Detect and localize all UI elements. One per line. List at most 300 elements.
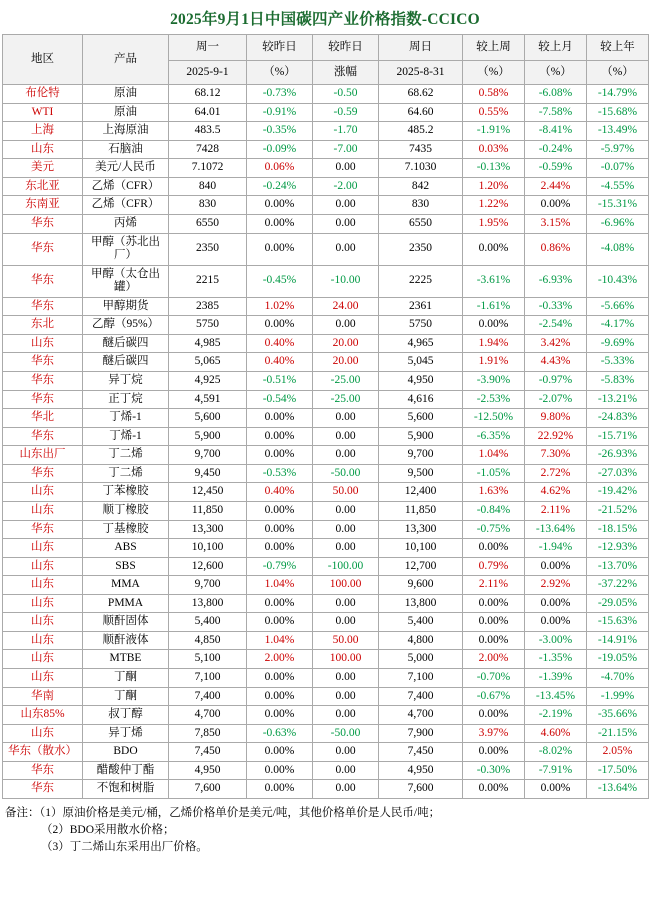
column-subheader-chg-year: （%） (587, 61, 649, 85)
table-row (3, 706, 649, 725)
cell-region: 华东 (3, 372, 83, 391)
notes-line-2: （2）BDO采用散水价格； (41, 824, 175, 837)
cell-chg-pct-day: 0.06% (247, 159, 313, 178)
cell-chg-week: 0.00% (463, 613, 525, 632)
cell-monday-price: 11,850 (169, 501, 247, 520)
cell-change-day: 0.00 (313, 501, 379, 520)
cell-chg-pct-day: 0.00% (247, 233, 313, 265)
cell-monday-price: 7,600 (169, 780, 247, 799)
cell-chg-week: 0.00% (463, 233, 525, 265)
cell-product: 丁二烯 (83, 464, 169, 483)
cell-sunday-price: 7,450 (379, 743, 463, 762)
cell-sunday-price: 5,400 (379, 613, 463, 632)
cell-sunday-price: 4,965 (379, 334, 463, 353)
cell-region: 华东（散水） (3, 743, 83, 762)
price-index-table (2, 34, 649, 799)
cell-chg-month: -2.07% (525, 390, 587, 409)
table-row (3, 576, 649, 595)
cell-chg-pct-day: -0.79% (247, 557, 313, 576)
cell-chg-month: 0.00% (525, 557, 587, 576)
cell-chg-pct-day: 0.40% (247, 353, 313, 372)
cell-region: 华东 (3, 353, 83, 372)
cell-chg-year: -6.96% (587, 214, 649, 233)
table-row (3, 631, 649, 650)
column-subheader-chg-day-pct: （%） (247, 61, 313, 85)
cell-chg-year: -12.93% (587, 539, 649, 558)
cell-product: 顺酐液体 (83, 631, 169, 650)
cell-sunday-price: 5,000 (379, 650, 463, 669)
cell-chg-year: -13.64% (587, 780, 649, 799)
cell-chg-year: -24.83% (587, 409, 649, 428)
cell-product: 丁二烯 (83, 446, 169, 465)
table-row (3, 334, 649, 353)
cell-chg-pct-day: -0.51% (247, 372, 313, 391)
cell-chg-pct-day: 1.04% (247, 576, 313, 595)
cell-region: 华南 (3, 687, 83, 706)
cell-chg-year: -4.08% (587, 233, 649, 265)
table-row (3, 613, 649, 632)
cell-chg-year: -13.70% (587, 557, 649, 576)
column-header-chg-day: 较昨日 (313, 35, 379, 61)
cell-chg-pct-day: 0.00% (247, 316, 313, 335)
cell-chg-week: 0.00% (463, 743, 525, 762)
cell-monday-price: 4,950 (169, 761, 247, 780)
table-row (3, 214, 649, 233)
cell-product: 美元/人民币 (83, 159, 169, 178)
cell-product: 顺酐固体 (83, 613, 169, 632)
cell-sunday-price: 4,800 (379, 631, 463, 650)
cell-chg-week: 0.00% (463, 594, 525, 613)
table-body (3, 85, 649, 799)
cell-chg-month: 4.43% (525, 353, 587, 372)
column-subheader-sunday-date: 2025-8-31 (379, 61, 463, 85)
cell-change-day: 0.00 (313, 214, 379, 233)
cell-chg-week: -0.70% (463, 669, 525, 688)
cell-chg-pct-day: -0.91% (247, 103, 313, 122)
cell-chg-pct-day: 0.00% (247, 594, 313, 613)
cell-change-day: 0.00 (313, 520, 379, 539)
cell-chg-month: 0.00% (525, 780, 587, 799)
cell-monday-price: 4,700 (169, 706, 247, 725)
cell-sunday-price: 7,400 (379, 687, 463, 706)
cell-monday-price: 9,700 (169, 576, 247, 595)
cell-region: 山东出厂 (3, 446, 83, 465)
cell-chg-pct-day: 2.00% (247, 650, 313, 669)
cell-sunday-price: 12,700 (379, 557, 463, 576)
cell-chg-month: -8.41% (525, 122, 587, 141)
table-row (3, 103, 649, 122)
cell-region: 华东 (3, 214, 83, 233)
cell-chg-month: 3.42% (525, 334, 587, 353)
cell-monday-price: 483.5 (169, 122, 247, 141)
cell-chg-month: -2.54% (525, 316, 587, 335)
cell-change-day: 100.00 (313, 650, 379, 669)
column-header-region: 地区 (3, 35, 83, 85)
cell-product: 丁苯橡胶 (83, 483, 169, 502)
cell-chg-month: 7.30% (525, 446, 587, 465)
cell-chg-year: -17.50% (587, 761, 649, 780)
cell-sunday-price: 5,600 (379, 409, 463, 428)
column-header-chg-month: 较上月 (525, 35, 587, 61)
cell-monday-price: 2385 (169, 297, 247, 316)
cell-monday-price: 64.01 (169, 103, 247, 122)
table-row (3, 409, 649, 428)
cell-sunday-price: 7,900 (379, 724, 463, 743)
cell-monday-price: 13,300 (169, 520, 247, 539)
cell-region: 山东 (3, 669, 83, 688)
table-row (3, 761, 649, 780)
cell-chg-month: -13.45% (525, 687, 587, 706)
cell-chg-pct-day: -0.54% (247, 390, 313, 409)
cell-chg-month: 0.00% (525, 594, 587, 613)
cell-chg-year: -14.91% (587, 631, 649, 650)
cell-sunday-price: 4,950 (379, 761, 463, 780)
cell-chg-week: 0.00% (463, 539, 525, 558)
cell-sunday-price: 5750 (379, 316, 463, 335)
cell-chg-pct-day: 0.00% (247, 427, 313, 446)
cell-chg-year: -19.05% (587, 650, 649, 669)
cell-sunday-price: 9,600 (379, 576, 463, 595)
cell-chg-pct-day: -0.35% (247, 122, 313, 141)
table-row (3, 122, 649, 141)
cell-region: 山东 (3, 539, 83, 558)
cell-product: 甲醇（太仓出罐） (83, 265, 169, 297)
cell-region: 山东 (3, 724, 83, 743)
cell-region: 华东 (3, 761, 83, 780)
cell-product: 原油 (83, 103, 169, 122)
cell-chg-pct-day: -0.53% (247, 464, 313, 483)
cell-region: 上海 (3, 122, 83, 141)
cell-change-day: -0.59 (313, 103, 379, 122)
cell-sunday-price: 68.62 (379, 85, 463, 104)
cell-chg-week: 2.11% (463, 576, 525, 595)
cell-sunday-price: 5,900 (379, 427, 463, 446)
cell-chg-year: -1.99% (587, 687, 649, 706)
cell-chg-month: -0.24% (525, 140, 587, 159)
cell-product: 丁烯-1 (83, 409, 169, 428)
cell-change-day: -2.00 (313, 177, 379, 196)
table-row (3, 594, 649, 613)
cell-chg-year: -10.43% (587, 265, 649, 297)
cell-chg-pct-day: 0.00% (247, 446, 313, 465)
cell-chg-year: -5.97% (587, 140, 649, 159)
cell-sunday-price: 485.2 (379, 122, 463, 141)
cell-chg-pct-day: -0.63% (247, 724, 313, 743)
cell-chg-pct-day: 1.02% (247, 297, 313, 316)
cell-monday-price: 10,100 (169, 539, 247, 558)
column-header-chg-year: 较上年 (587, 35, 649, 61)
table-row (3, 501, 649, 520)
cell-monday-price: 5,900 (169, 427, 247, 446)
cell-chg-month: -1.39% (525, 669, 587, 688)
cell-monday-price: 9,450 (169, 464, 247, 483)
cell-monday-price: 13,800 (169, 594, 247, 613)
cell-monday-price: 2215 (169, 265, 247, 297)
column-header-sunday: 周日 (379, 35, 463, 61)
cell-region: 山东 (3, 594, 83, 613)
cell-sunday-price: 7,600 (379, 780, 463, 799)
cell-chg-week: -12.50% (463, 409, 525, 428)
column-subheader-chg-day: 涨幅 (313, 61, 379, 85)
cell-product: 异丁烷 (83, 372, 169, 391)
cell-region: 山东 (3, 576, 83, 595)
cell-monday-price: 7428 (169, 140, 247, 159)
cell-region: 山东 (3, 557, 83, 576)
cell-region: 美元 (3, 159, 83, 178)
table-row (3, 669, 649, 688)
cell-chg-week: 1.95% (463, 214, 525, 233)
cell-chg-pct-day: 0.00% (247, 687, 313, 706)
cell-chg-year: -15.71% (587, 427, 649, 446)
cell-change-day: 0.00 (313, 159, 379, 178)
table-row (3, 743, 649, 762)
cell-product: PMMA (83, 594, 169, 613)
cell-chg-pct-day: -0.09% (247, 140, 313, 159)
table-row (3, 427, 649, 446)
cell-monday-price: 2350 (169, 233, 247, 265)
cell-region: 华东 (3, 297, 83, 316)
column-header-product: 产品 (83, 35, 169, 85)
cell-chg-year: -15.68% (587, 103, 649, 122)
cell-chg-pct-day: 0.00% (247, 501, 313, 520)
cell-chg-week: -0.84% (463, 501, 525, 520)
cell-monday-price: 7,100 (169, 669, 247, 688)
cell-sunday-price: 11,850 (379, 501, 463, 520)
cell-change-day: 100.00 (313, 576, 379, 595)
page-title: 2025年9月1日中国碳四产业价格指数-CCICO (170, 11, 480, 28)
cell-sunday-price: 4,700 (379, 706, 463, 725)
cell-product: 甲醇（苏北出厂） (83, 233, 169, 265)
cell-product: 叔丁醇 (83, 706, 169, 725)
column-subheader-chg-week: （%） (463, 61, 525, 85)
cell-chg-week: 2.00% (463, 650, 525, 669)
cell-change-day: -25.00 (313, 390, 379, 409)
cell-change-day: 0.00 (313, 706, 379, 725)
cell-product: 丁酮 (83, 687, 169, 706)
cell-chg-pct-day: 0.00% (247, 214, 313, 233)
notes-text-1: （1）原油价格是美元/桶，乙烯价格单价是美元/吨，其他价格单价是人民币/吨； (39, 806, 441, 819)
cell-chg-week: 1.91% (463, 353, 525, 372)
cell-region: 华北 (3, 409, 83, 428)
cell-chg-pct-day: 0.00% (247, 761, 313, 780)
cell-chg-month: -2.19% (525, 706, 587, 725)
cell-chg-month: 0.00% (525, 613, 587, 632)
column-header-monday: 周一 (169, 35, 247, 61)
cell-chg-month: 0.86% (525, 233, 587, 265)
cell-product: 异丁烯 (83, 724, 169, 743)
cell-monday-price: 4,985 (169, 334, 247, 353)
cell-region: 华东 (3, 520, 83, 539)
cell-chg-week: 3.97% (463, 724, 525, 743)
cell-chg-week: -3.61% (463, 265, 525, 297)
cell-chg-week: 0.00% (463, 316, 525, 335)
cell-sunday-price: 9,700 (379, 446, 463, 465)
cell-chg-month: -7.91% (525, 761, 587, 780)
cell-chg-year: -18.15% (587, 520, 649, 539)
cell-sunday-price: 2225 (379, 265, 463, 297)
cell-sunday-price: 5,045 (379, 353, 463, 372)
cell-change-day: 0.00 (313, 446, 379, 465)
cell-chg-year: -4.55% (587, 177, 649, 196)
cell-chg-week: 1.94% (463, 334, 525, 353)
cell-sunday-price: 9,500 (379, 464, 463, 483)
cell-chg-week: 0.00% (463, 706, 525, 725)
cell-chg-week: -6.35% (463, 427, 525, 446)
table-row (3, 650, 649, 669)
cell-change-day: 50.00 (313, 483, 379, 502)
cell-change-day: 20.00 (313, 334, 379, 353)
cell-region: 华东 (3, 265, 83, 297)
cell-region: 山东 (3, 501, 83, 520)
cell-chg-month: 3.15% (525, 214, 587, 233)
cell-product: BDO (83, 743, 169, 762)
cell-chg-month: -0.33% (525, 297, 587, 316)
cell-region: 山东 (3, 140, 83, 159)
cell-region: 山东 (3, 613, 83, 632)
cell-region: 山东 (3, 650, 83, 669)
cell-sunday-price: 64.60 (379, 103, 463, 122)
notes-block (5, 805, 646, 857)
cell-chg-year: -27.03% (587, 464, 649, 483)
cell-region: 华东 (3, 780, 83, 799)
cell-product: SBS (83, 557, 169, 576)
cell-chg-pct-day: 0.00% (247, 706, 313, 725)
cell-chg-year: -26.93% (587, 446, 649, 465)
notes-line-3: （3）丁二烯山东采用出厂价格。 (41, 841, 208, 854)
cell-sunday-price: 10,100 (379, 539, 463, 558)
cell-change-day: -10.00 (313, 265, 379, 297)
cell-chg-week: -1.61% (463, 297, 525, 316)
cell-chg-pct-day: 0.00% (247, 409, 313, 428)
table-row (3, 297, 649, 316)
cell-change-day: -50.00 (313, 724, 379, 743)
cell-product: 乙烯（CFR） (83, 177, 169, 196)
cell-change-day: 0.00 (313, 539, 379, 558)
cell-monday-price: 12,600 (169, 557, 247, 576)
cell-monday-price: 7.1072 (169, 159, 247, 178)
cell-change-day: 0.00 (313, 594, 379, 613)
cell-product: 正丁烷 (83, 390, 169, 409)
cell-change-day: 0.00 (313, 613, 379, 632)
cell-chg-month: 9.80% (525, 409, 587, 428)
cell-change-day: 20.00 (313, 353, 379, 372)
cell-product: MMA (83, 576, 169, 595)
cell-sunday-price: 7,100 (379, 669, 463, 688)
cell-monday-price: 7,400 (169, 687, 247, 706)
cell-chg-pct-day: 1.04% (247, 631, 313, 650)
cell-chg-year: -13.49% (587, 122, 649, 141)
cell-chg-week: -1.91% (463, 122, 525, 141)
cell-change-day: 50.00 (313, 631, 379, 650)
cell-chg-month: -6.08% (525, 85, 587, 104)
cell-change-day: -100.00 (313, 557, 379, 576)
table-row (3, 159, 649, 178)
table-row (3, 446, 649, 465)
cell-change-day: -0.50 (313, 85, 379, 104)
cell-region: 布伦特 (3, 85, 83, 104)
cell-chg-month: 4.62% (525, 483, 587, 502)
table-row (3, 687, 649, 706)
cell-change-day: 0.00 (313, 780, 379, 799)
cell-monday-price: 830 (169, 196, 247, 215)
cell-change-day: -25.00 (313, 372, 379, 391)
table-row (3, 233, 649, 265)
notes-line-1 (5, 805, 646, 822)
table-row (3, 140, 649, 159)
cell-change-day: -7.00 (313, 140, 379, 159)
cell-product: 甲醇期货 (83, 297, 169, 316)
cell-product: 上海原油 (83, 122, 169, 141)
cell-monday-price: 7,450 (169, 743, 247, 762)
cell-chg-week: 1.22% (463, 196, 525, 215)
cell-change-day: 0.00 (313, 409, 379, 428)
cell-sunday-price: 4,950 (379, 372, 463, 391)
cell-chg-week: -2.53% (463, 390, 525, 409)
cell-chg-month: 4.60% (525, 724, 587, 743)
cell-chg-week: 1.63% (463, 483, 525, 502)
cell-change-day: 0.00 (313, 196, 379, 215)
cell-product: 醚后碳四 (83, 353, 169, 372)
cell-region: 东北亚 (3, 177, 83, 196)
cell-chg-week: -3.90% (463, 372, 525, 391)
cell-change-day: 0.00 (313, 743, 379, 762)
header-row-1 (3, 35, 649, 61)
cell-chg-year: -37.22% (587, 576, 649, 595)
cell-region: 山东 (3, 334, 83, 353)
cell-monday-price: 12,450 (169, 483, 247, 502)
table-row (3, 196, 649, 215)
cell-chg-year: -4.70% (587, 669, 649, 688)
cell-sunday-price: 2361 (379, 297, 463, 316)
cell-sunday-price: 7435 (379, 140, 463, 159)
cell-chg-week: -1.05% (463, 464, 525, 483)
cell-chg-year: -4.17% (587, 316, 649, 335)
cell-change-day: 0.00 (313, 669, 379, 688)
table-row (3, 539, 649, 558)
cell-region: 华东 (3, 464, 83, 483)
cell-chg-week: -0.67% (463, 687, 525, 706)
cell-region: 华东 (3, 427, 83, 446)
cell-chg-month: -6.93% (525, 265, 587, 297)
cell-product: ABS (83, 539, 169, 558)
cell-monday-price: 9,700 (169, 446, 247, 465)
cell-chg-month: -7.58% (525, 103, 587, 122)
cell-chg-month: 2.11% (525, 501, 587, 520)
cell-chg-pct-day: 0.00% (247, 539, 313, 558)
cell-product: 丁基橡胶 (83, 520, 169, 539)
cell-product: 丁烯-1 (83, 427, 169, 446)
column-subheader-chg-month: （%） (525, 61, 587, 85)
table-row (3, 520, 649, 539)
cell-change-day: 0.00 (313, 316, 379, 335)
cell-product: 丙烯 (83, 214, 169, 233)
cell-monday-price: 6550 (169, 214, 247, 233)
cell-product: 乙醇（95%） (83, 316, 169, 335)
cell-chg-year: -5.66% (587, 297, 649, 316)
cell-chg-week: 0.00% (463, 780, 525, 799)
notes-label: 备注： (5, 806, 40, 819)
cell-chg-month: -8.02% (525, 743, 587, 762)
cell-chg-year: -15.63% (587, 613, 649, 632)
cell-sunday-price: 13,800 (379, 594, 463, 613)
cell-product: 石脑油 (83, 140, 169, 159)
table-header (3, 35, 649, 85)
cell-change-day: 0.00 (313, 427, 379, 446)
cell-change-day: 0.00 (313, 233, 379, 265)
cell-chg-month: 22.92% (525, 427, 587, 446)
cell-product: 醚后碳四 (83, 334, 169, 353)
cell-sunday-price: 842 (379, 177, 463, 196)
